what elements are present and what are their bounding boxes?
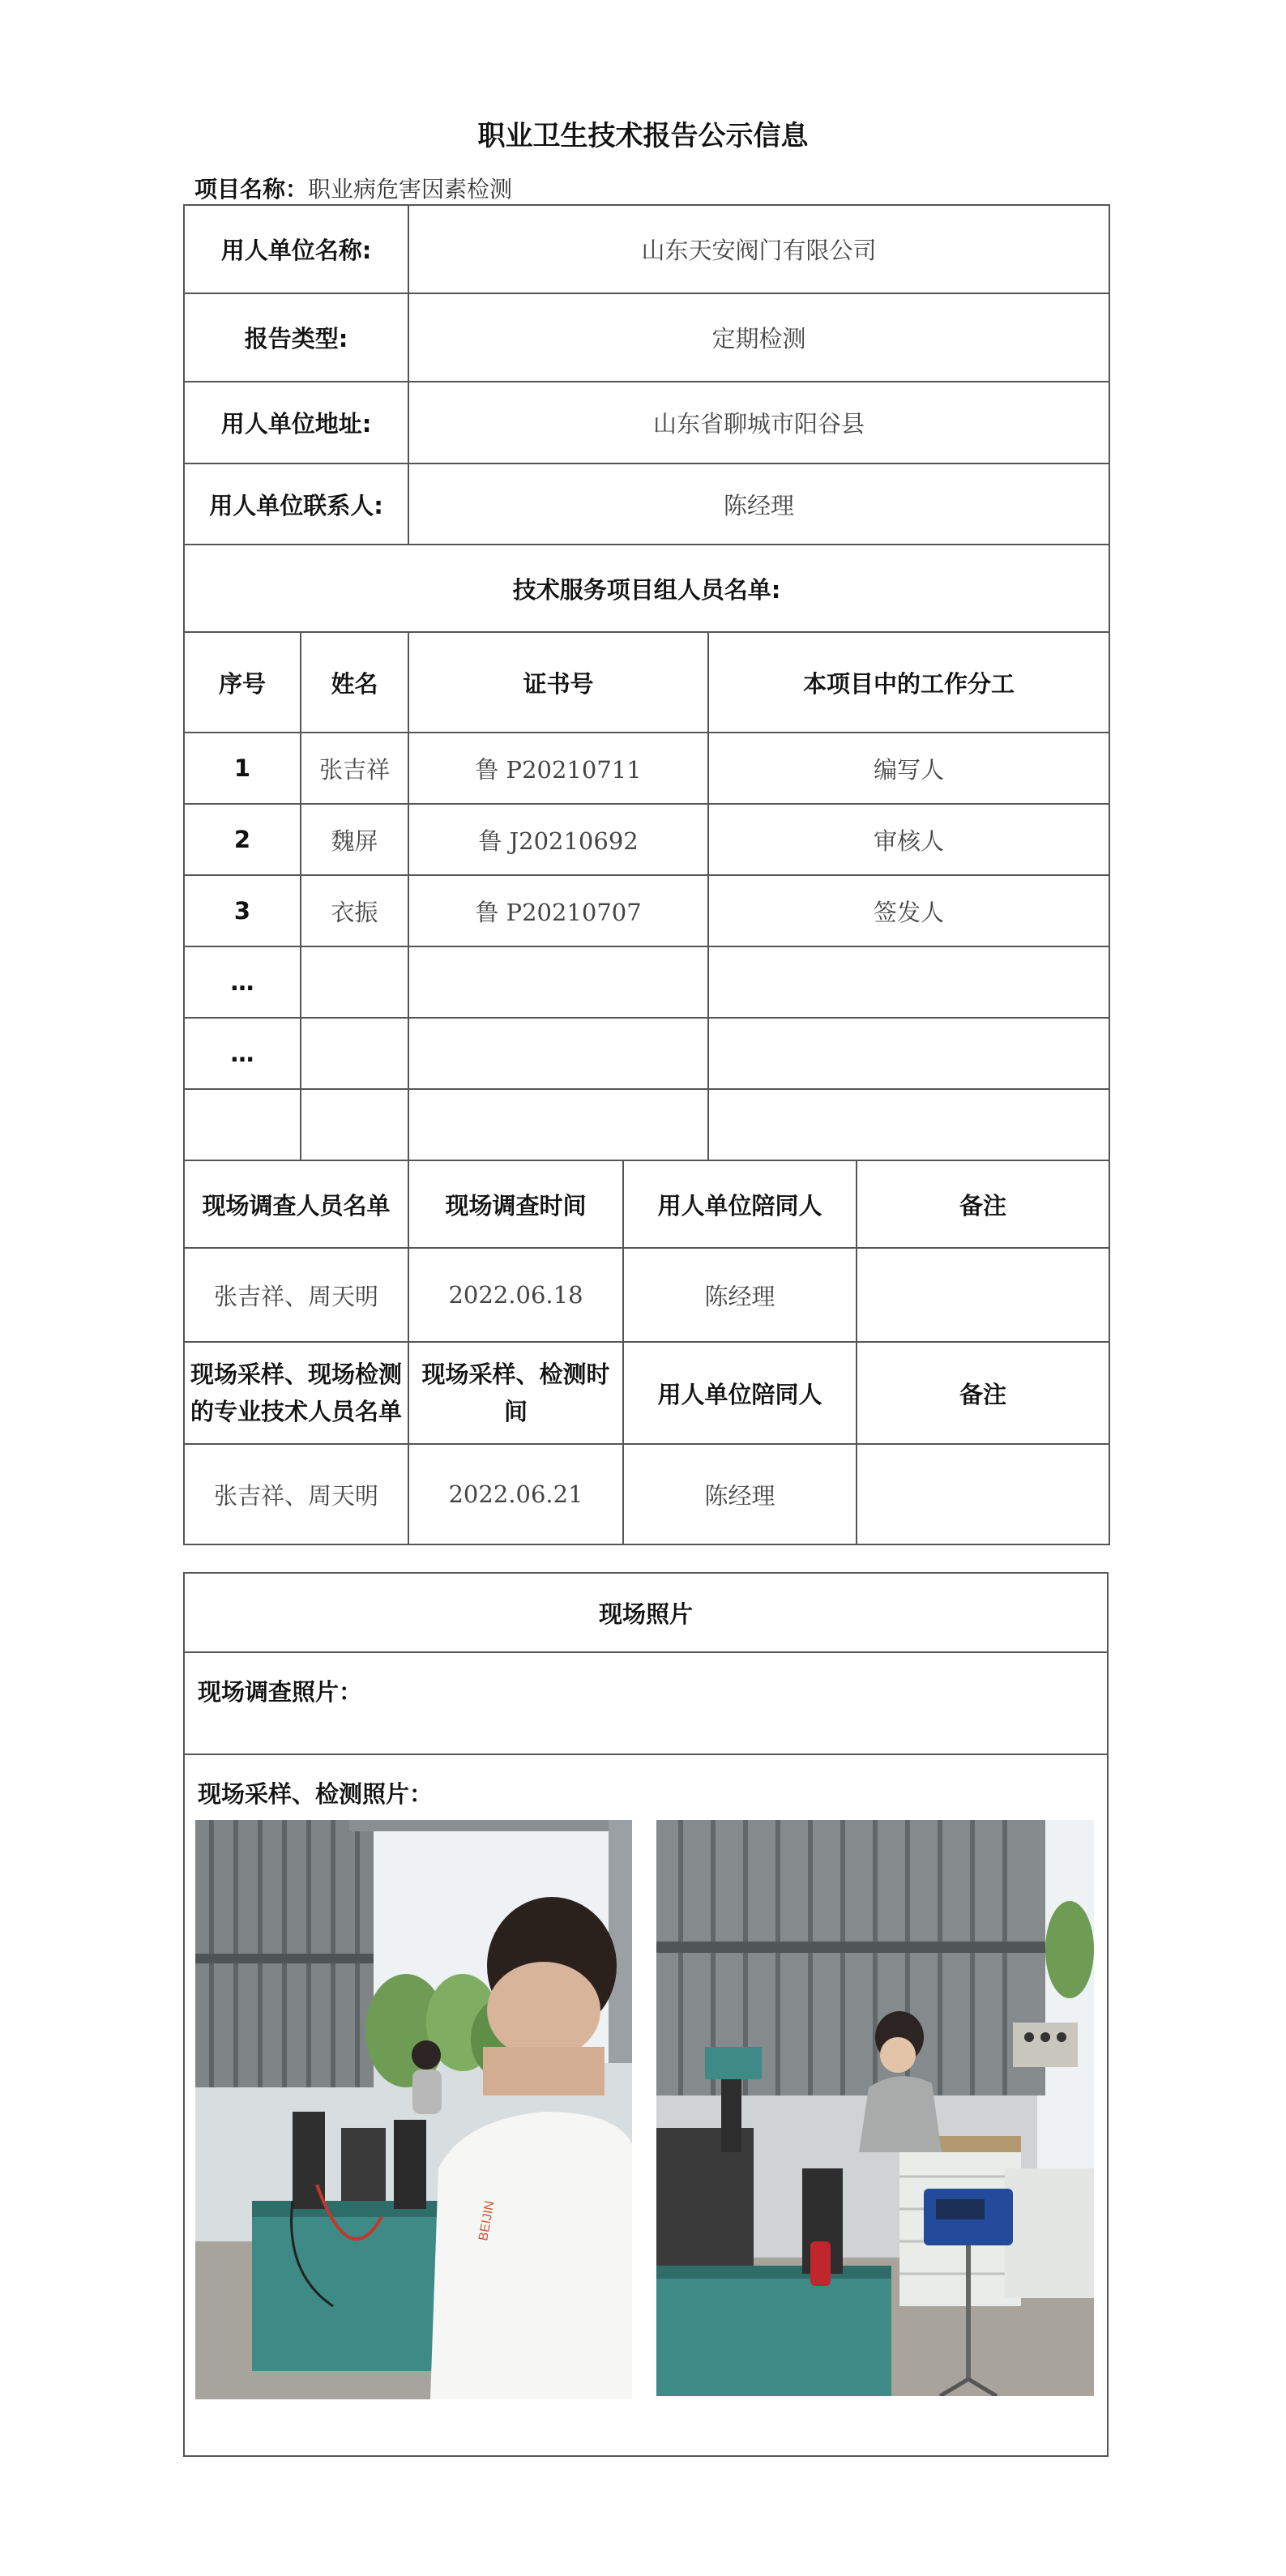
info-value-company: 山东天安阀门有限公司 [408, 205, 1109, 293]
team-cell-no: 1 [184, 733, 301, 804]
sampling-photo-1 [195, 1820, 632, 2399]
sampling-time: 2022.06.21 [408, 1444, 623, 1544]
team-cell-name: 张吉祥 [301, 733, 408, 804]
team-cell-role: 签发人 [708, 875, 1109, 946]
team-cell-name: 魏屏 [301, 804, 408, 875]
survey-header-people: 现场调查人员名单 [184, 1160, 408, 1248]
team-cell-cert [408, 946, 708, 1018]
survey-row [184, 1248, 1109, 1342]
photo-2-image [656, 1820, 1094, 2396]
table-row [184, 1089, 1109, 1160]
sampling-escort: 陈经理 [623, 1444, 857, 1544]
team-cell-cert: 鲁 J20210692 [408, 804, 708, 875]
info-label-contact: 用人单位联系人: [184, 464, 408, 545]
info-row-company [184, 205, 1109, 293]
sampling-row [184, 1444, 1109, 1544]
survey-header-escort: 用人单位陪同人 [623, 1160, 857, 1248]
team-cell-no [184, 1089, 301, 1160]
project-name-label: 项目名称： [194, 176, 309, 203]
survey-header-time: 现场调查时间 [408, 1160, 623, 1248]
team-cell-no: … [184, 1018, 301, 1089]
sampling-header-note: 备注 [857, 1342, 1109, 1444]
team-title: 技术服务项目组人员名单: [184, 545, 1109, 632]
sampling-header-time: 现场采样、检测时间 [408, 1342, 623, 1444]
team-cell-cert [408, 1089, 708, 1160]
info-value-report-type: 定期检测 [408, 293, 1109, 382]
photos-title: 现场照片 [184, 1573, 1108, 1652]
svg-text:BEIJIN: BEIJIN [476, 2199, 498, 2242]
photo-1-image [195, 1820, 632, 2399]
team-cell-no: … [184, 946, 301, 1018]
team-cell-name: 衣振 [301, 875, 408, 946]
team-header-name: 姓名 [301, 632, 408, 733]
team-header-no: 序号 [184, 632, 301, 733]
table-row [184, 804, 1109, 875]
table-row [184, 1018, 1109, 1089]
survey-header-note: 备注 [857, 1160, 1109, 1248]
team-cell-role [708, 946, 1109, 1018]
info-row-contact [184, 464, 1109, 545]
team-cell-role [708, 1089, 1109, 1160]
sampling-photo-label: 现场采样、检测照片： [184, 1754, 1108, 2456]
team-cell-name [301, 1018, 408, 1089]
survey-time: 2022.06.18 [408, 1248, 623, 1342]
sampling-people: 张吉祥、周天明 [184, 1444, 408, 1544]
sampling-photo-2 [656, 1820, 1094, 2396]
report-info-table [183, 204, 1110, 1545]
team-header-cert: 证书号 [408, 632, 708, 733]
team-cell-cert: 鲁 P20210711 [408, 733, 708, 804]
survey-photo-label: 现场调查照片： [184, 1652, 1108, 1754]
team-cell-no: 2 [184, 804, 301, 875]
info-label-address: 用人单位地址: [184, 382, 408, 464]
info-label-company: 用人单位名称: [184, 205, 408, 293]
team-title-row [184, 545, 1109, 632]
project-name-line [194, 172, 512, 204]
survey-escort: 陈经理 [623, 1248, 857, 1342]
sampling-header-row [184, 1342, 1109, 1444]
table-row [184, 946, 1109, 1018]
team-cell-name [301, 1089, 408, 1160]
survey-header-row [184, 1160, 1109, 1248]
team-cell-role [708, 1018, 1109, 1089]
info-value-contact: 陈经理 [408, 464, 1109, 545]
sampling-note [857, 1444, 1109, 1544]
table-row [184, 733, 1109, 804]
team-cell-cert [408, 1018, 708, 1089]
team-cell-role: 审核人 [708, 804, 1109, 875]
info-row-address [184, 382, 1109, 464]
info-row-report-type [184, 293, 1109, 382]
sampling-header-people: 现场采样、现场检测的专业技术人员名单 [184, 1342, 408, 1444]
project-name-value: 职业病危害因素检测 [308, 176, 513, 203]
survey-photo-row [184, 1652, 1108, 1754]
photos-title-row [184, 1573, 1108, 1652]
team-cell-no: 3 [184, 875, 301, 946]
page-title: 职业卫生技术报告公示信息 [477, 120, 809, 152]
survey-people: 张吉祥、周天明 [184, 1248, 408, 1342]
info-value-address: 山东省聊城市阳谷县 [408, 382, 1109, 464]
team-cell-name [301, 946, 408, 1018]
team-header-row [184, 632, 1109, 733]
info-label-report-type: 报告类型: [184, 293, 408, 382]
team-cell-cert: 鲁 P20210707 [408, 875, 708, 946]
sampling-header-escort: 用人单位陪同人 [623, 1342, 857, 1444]
team-cell-role: 编写人 [708, 733, 1109, 804]
team-header-role: 本项目中的工作分工 [708, 632, 1109, 733]
survey-note [857, 1248, 1109, 1342]
table-row [184, 875, 1109, 946]
